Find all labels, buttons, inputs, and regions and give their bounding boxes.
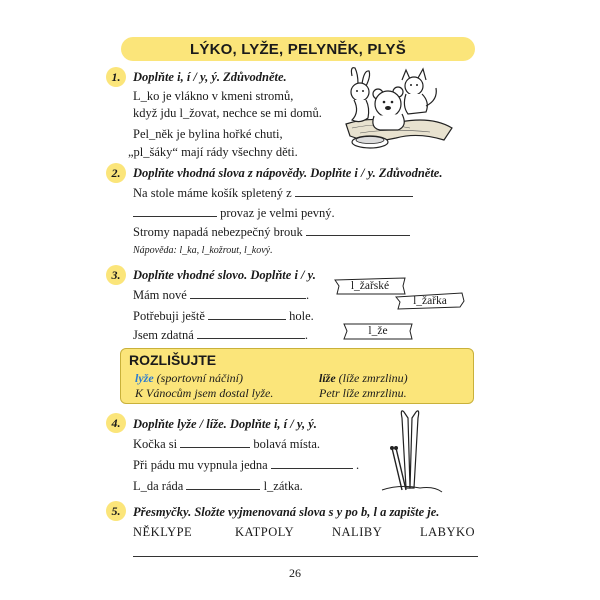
exercise-2-line-1 [133, 186, 413, 201]
exercise-2-number-text: 2. [111, 165, 121, 180]
rozlisujte-left-2: K Vánocům jsem dostal lyže. [135, 386, 274, 400]
rozlisujte-right-1 [319, 371, 408, 386]
exercise-3-line-1-text: Mám nové [133, 288, 187, 302]
exercise-4-number-text: 4. [111, 415, 121, 430]
exercise-2-hint: Nápověda: l_ka, l_kožrout, l_kový. [133, 245, 273, 256]
exercise-4-blank-2[interactable] [271, 467, 353, 469]
exercise-2-line-3 [133, 225, 410, 240]
exercise-4-line-1-after: bolavá místa. [253, 437, 320, 451]
exercise-2-line-3-text: Stromy napadá nebezpečný brouk [133, 225, 303, 239]
ribbon-word-2 [394, 291, 466, 311]
ribbon-word-2-text: l_žařka [413, 295, 447, 307]
exercise-3-instruction: Doplňte vhodné slovo. Doplňte i / y. [133, 268, 316, 282]
exercise-1-number-text: 1. [111, 69, 121, 84]
exercise-4-blank-1[interactable] [180, 446, 250, 448]
rozlisujte-left-1-highlight: lyže [135, 371, 154, 385]
exercise-3-line-3-text: Jsem zdatná [133, 328, 194, 342]
exercise-3-blank-1[interactable] [190, 297, 306, 299]
exercise-4-number [106, 413, 126, 433]
exercise-3-number [106, 265, 126, 285]
exercise-1-line-1: L_ko je vlákno v kmeni stromů, [133, 89, 294, 103]
exercise-5-number [106, 501, 126, 521]
exercise-2-blank-1[interactable] [295, 195, 413, 197]
exercise-2-blank-3[interactable] [306, 234, 410, 236]
skis-icon [380, 408, 444, 499]
anagram-word-4: LABYKO [420, 525, 476, 539]
exercise-3-line-3: Jsem zdatná . [133, 328, 308, 342]
rozlisujte-title: ROZLIŠUJTE [129, 352, 217, 368]
exercise-4-line-1 [133, 437, 320, 452]
page-title-text: LÝKO, LYŽE, PELYNĚK, PLYŠ [190, 40, 406, 58]
exercise-3-blank-3[interactable] [197, 337, 305, 339]
exercise-2-line-1-text: Na stole máme košík spletený z [133, 186, 292, 200]
exercise-3-line-2-after: hole. [289, 309, 314, 323]
anagram-word-1: NĚKLYPE [133, 525, 193, 539]
exercise-4-line-3 [133, 479, 303, 494]
exercise-2-blank-2[interactable] [133, 215, 217, 217]
anagram-word-2: KATPOLY [235, 525, 295, 539]
exercise-1-line-4: „pl_šáky“ mají rády všechny děti. [128, 145, 298, 159]
rozlisujte-right-2: Petr líže zmrzlinu. [319, 386, 407, 400]
rozlisujte-box [120, 348, 474, 404]
exercise-4-line-1-before: Kočka si [133, 437, 178, 451]
rozlisujte-left-1-rest: (sportovní náčiní) [153, 371, 243, 385]
exercise-5-instruction: Přesmyčky. Složte vyjmenovaná slova s y po b, l a zapište je. [133, 505, 440, 519]
plush-toys-icon [340, 66, 458, 157]
exercise-4-line-2-before: Při pádu mu vypnula jedna [133, 458, 268, 472]
exercise-2-number [106, 163, 126, 183]
exercise-4-line-2 [133, 458, 359, 473]
exercise-1-line-3: Pel_něk je bylina hořké chuti, [133, 127, 283, 141]
anagram-word-3: NALIBY [332, 525, 383, 539]
exercise-2-instruction: Doplňte vhodná slova z nápovědy. Doplňte i / y. Zdůvodněte. [133, 166, 443, 180]
exercise-4-line-2-after: . [355, 458, 360, 472]
ribbon-word-3 [342, 321, 414, 341]
exercise-3-line-2-text: Potřebuji ještě [133, 309, 205, 323]
ribbon-word-1-text: l_žařské [350, 280, 390, 292]
exercise-4-line-3-before: L_da ráda [133, 479, 184, 493]
exercise-3-number-text: 3. [111, 267, 121, 282]
exercise-2-line-2-text: provaz je velmi pevný. [220, 206, 335, 220]
exercise-4-line-3-after: l_zátka. [263, 479, 303, 493]
rozlisujte-left-1 [135, 371, 243, 386]
exercise-1-number [106, 67, 126, 87]
exercise-3-blank-2[interactable] [208, 318, 286, 320]
rozlisujte-right-1-rest: (líže zmrzlinu) [335, 371, 408, 385]
exercise-3-line-2 [133, 309, 314, 324]
exercise-4-instruction: Doplňte lyže / líže. Doplňte i, í / y, ý. [133, 417, 317, 431]
exercise-3-line-1: Mám nové . [133, 288, 310, 302]
page-number: 26 [289, 566, 301, 580]
answer-line[interactable] [133, 556, 478, 557]
exercise-5-number-text: 5. [111, 503, 121, 518]
exercise-1-line-2: když jdu l_žovat, nechce se mi domů. [133, 106, 322, 120]
rozlisujte-right-1-bold: líže [319, 371, 336, 385]
exercise-1-instruction: Doplňte i, í / y, ý. Zdůvodněte. [133, 70, 287, 84]
exercise-4-blank-3[interactable] [186, 488, 260, 490]
ribbon-word-3-text: l_že [368, 325, 388, 337]
page-title [121, 37, 475, 61]
exercise-2-line-2 [133, 206, 335, 221]
